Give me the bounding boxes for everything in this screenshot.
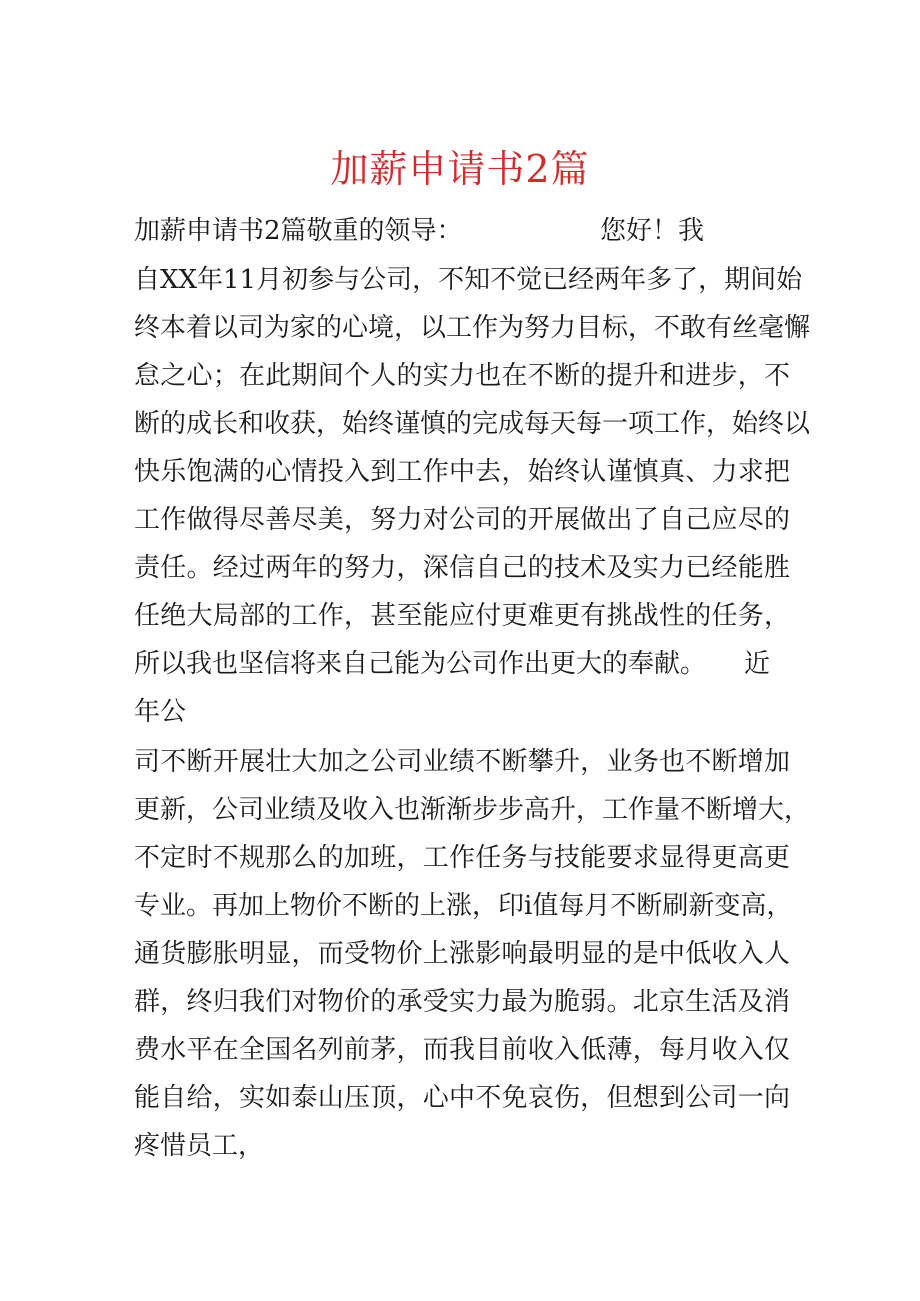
body-line: 专业。再加上物价不断的上涨，印i值每月不断刷新变高， (134, 891, 793, 921)
body-line: 任绝大局部的工作，甚至能应付更难更有挑战性的任务， (134, 601, 790, 631)
body-line: 群，终归我们对物价的承受实力最为脆弱。北京生活及消 (134, 987, 790, 1017)
body-line: 费水平在全国名列前茅，而我目前收入低薄，每月收入仅 (134, 1035, 790, 1065)
body-line: 断的成长和收获，始终谨慎的完成每天每一项工作，始终以 (134, 409, 811, 439)
body-line: 疼惜员工， (134, 1131, 265, 1161)
body-line: 更新，公司业绩及收入也渐渐步步高升，工作量不断增大， (134, 795, 811, 825)
greeting-hello: 您好！我 (600, 216, 705, 246)
body-line: 责任。经过两年的努力，深信自己的技术及实力已经能胜 (134, 553, 790, 583)
body-line: 年公 (134, 697, 187, 727)
body-line: 自XX年11月初参与公司，不知不觉已经两年多了，期间始 (134, 265, 803, 295)
body-line: 快乐饱满的心情投入到工作中去，始终认谨慎真、力求把 (134, 457, 790, 487)
body-line: 能自给，实如泰山压顶，心中不免哀伤，但想到公司一向 (134, 1083, 790, 1113)
document-title: 加薪申请书2篇 (330, 147, 590, 191)
body-line-trailing-text: 近 (744, 649, 771, 679)
body-line: 终本着以司为家的心境，以工作为努力目标，不敢有丝毫懈 (134, 313, 811, 343)
body-line: 怠之心；在此期间个人的实力也在不断的提升和进步，不 (134, 361, 790, 391)
greeting-salutation: 加薪申请书2篇敬重的领导： (134, 216, 463, 246)
body-line: 司不断开展壮大加之公司业绩不断攀升，业务也不断增加 (134, 747, 790, 777)
body-line: 通货膨胀明显，而受物价上涨影响最明显的是中低收入人 (134, 939, 790, 969)
body-line: 工作做得尽善尽美，努力对公司的开展做出了自己应尽的 (134, 505, 790, 535)
body-line: 不定时不规那么的加班，工作任务与技能要求显得更高更 (134, 843, 790, 873)
body-line: 所以我也坚信将来自己能为公司作出更大的奉献。 (134, 649, 707, 679)
